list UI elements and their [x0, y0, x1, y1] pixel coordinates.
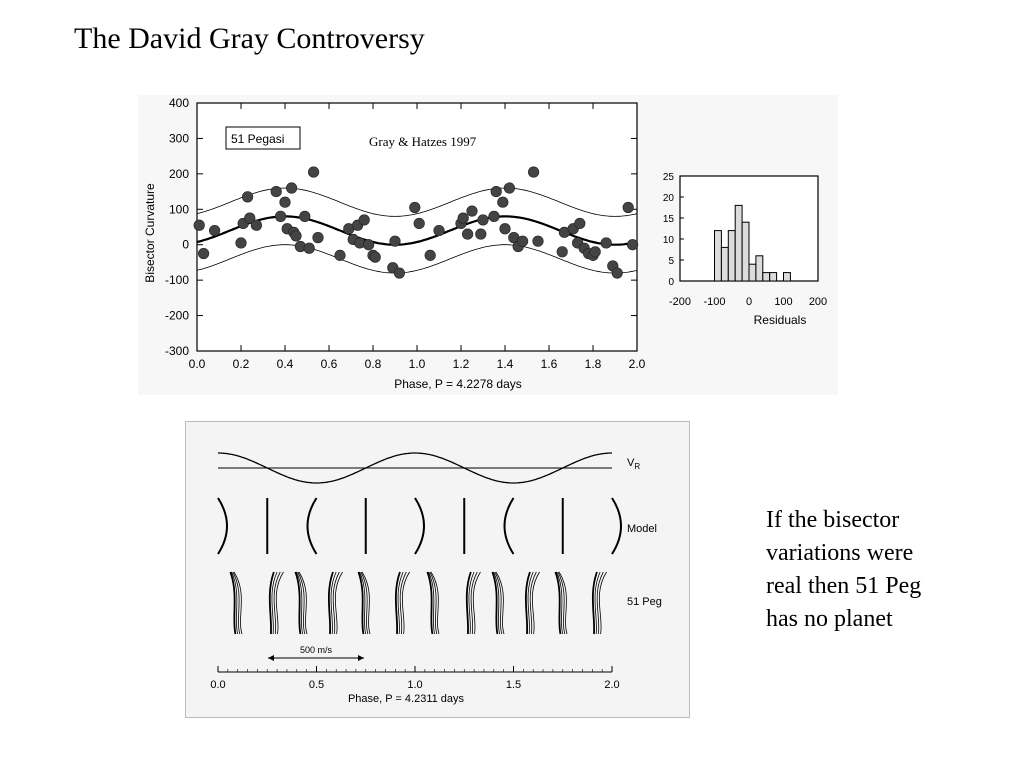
y-tick-label: 100 — [168, 202, 189, 217]
caption-line: If the bisector — [766, 507, 900, 533]
y-tick-label: 20 — [662, 193, 674, 204]
data-point — [251, 220, 262, 231]
data-point — [601, 238, 612, 249]
caption-line: real then 51 Peg — [766, 573, 922, 599]
observed-bisectors — [230, 572, 606, 634]
histogram-bar — [715, 231, 722, 281]
bisector-curvature-chart — [138, 95, 838, 395]
data-point — [498, 197, 509, 208]
data-point — [286, 183, 297, 194]
data-point — [300, 211, 311, 222]
x-tick-label: 1.2 — [452, 357, 470, 371]
data-point — [194, 220, 205, 231]
caption-line: has no planet — [766, 606, 893, 632]
data-point — [517, 236, 528, 247]
model-bisector — [415, 498, 424, 554]
histogram-bar — [784, 273, 791, 281]
x-tick-label: -200 — [668, 296, 692, 308]
line-bisector-figure — [185, 421, 690, 718]
x-tick-label: 1.8 — [584, 357, 602, 371]
y-tick-label: 10 — [662, 235, 674, 246]
line-bisector-chart — [186, 422, 689, 717]
data-point — [291, 231, 302, 242]
observed-bisector — [335, 572, 342, 634]
x-tick-label: 0 — [745, 296, 753, 308]
data-point — [458, 213, 469, 224]
data-point — [414, 218, 425, 229]
model-bisector — [505, 498, 514, 554]
histogram-x-ticks — [669, 277, 827, 308]
y-axis-label: Bisector Curvature — [143, 183, 157, 283]
data-point — [359, 215, 370, 226]
data-point — [434, 225, 445, 236]
histogram-bar — [721, 247, 728, 281]
histogram-bar — [770, 273, 777, 281]
data-point — [410, 202, 421, 213]
data-point — [612, 268, 623, 279]
model-bisectors — [218, 498, 621, 554]
histogram-bar — [735, 205, 742, 281]
x-tick-label: 0.4 — [276, 357, 294, 371]
y-tick-label: 15 — [662, 214, 674, 225]
data-point — [533, 236, 544, 247]
y-tick-label: 400 — [168, 96, 189, 110]
model-label: Model — [627, 523, 657, 535]
scale-bar-label: 500 m/s — [299, 645, 333, 655]
y-tick-label: -100 — [164, 273, 189, 288]
data-point — [275, 211, 286, 222]
y-tick-label: 5 — [668, 256, 674, 267]
y-tick-label: -200 — [164, 308, 189, 323]
histogram-bar — [742, 222, 749, 281]
x-axis-ticks — [210, 666, 619, 691]
x-tick-label: 0.5 — [308, 679, 325, 691]
data-point — [313, 232, 324, 243]
data-point — [590, 247, 601, 258]
histogram-bar — [728, 231, 735, 281]
x-tick-label: 1.4 — [496, 357, 514, 371]
data-point — [370, 252, 381, 263]
y-tick-label: 300 — [168, 131, 189, 146]
histogram-bar — [749, 264, 756, 281]
data-point — [462, 229, 473, 240]
bisector-curvature-figure — [138, 95, 838, 395]
data-point — [335, 250, 346, 261]
data-point — [236, 238, 247, 249]
model-bisector — [218, 498, 227, 554]
observed-bisector — [599, 572, 606, 634]
histogram-bar — [763, 273, 770, 281]
data-point — [627, 239, 638, 250]
data-point — [467, 206, 478, 217]
x-tick-label: 0.0 — [188, 357, 206, 371]
data-point — [528, 167, 539, 178]
data-point — [308, 167, 319, 178]
citation-annotation: Gray & Hatzes 1997 — [369, 134, 477, 149]
model-bisector — [612, 498, 621, 554]
y-tick-label: 200 — [168, 166, 189, 181]
data-point — [623, 202, 634, 213]
data-point — [394, 268, 405, 279]
radial-velocity-curve — [218, 453, 612, 483]
observed-bisector — [276, 572, 283, 634]
data-point — [209, 225, 220, 236]
x-tick-label: 2.0 — [604, 679, 620, 691]
slide-title: The David Gray Controversy — [74, 22, 425, 55]
caption — [766, 504, 1006, 636]
x-tick-label: 200 — [808, 296, 828, 308]
data-point — [478, 215, 489, 226]
data-point — [557, 247, 568, 258]
x-axis-label: Phase, P = 4.2278 days — [394, 377, 522, 391]
x-tick-label: -100 — [703, 296, 726, 308]
x-axis-label: Phase, P = 4.2311 days — [347, 693, 465, 705]
vr-label: $V_R$ — [627, 457, 641, 471]
data-point — [575, 218, 586, 229]
x-tick-label: 2.0 — [628, 357, 646, 371]
y-tick-label: 25 — [662, 172, 674, 183]
data-point — [504, 183, 515, 194]
legend-label: 51 Pegasi — [231, 132, 285, 146]
x-tick-label: 0.8 — [364, 357, 382, 371]
observed-bisector — [473, 572, 480, 634]
observed-bisector — [402, 572, 409, 634]
data-point — [242, 192, 253, 203]
y-tick-label: 0 — [182, 237, 189, 252]
y-tick-label: 0 — [668, 277, 674, 288]
star-label: 51 Peg — [627, 596, 662, 608]
model-bisector — [308, 498, 317, 554]
x-tick-label: 0.0 — [210, 679, 226, 691]
data-point — [280, 197, 291, 208]
data-point — [500, 223, 511, 234]
x-tick-label: 1.6 — [540, 357, 558, 371]
histogram-bar — [756, 256, 763, 281]
data-point — [304, 243, 315, 254]
histogram-x-label: Residuals — [753, 313, 807, 327]
x-tick-label: 100 — [774, 296, 793, 308]
data-point — [489, 211, 500, 222]
data-point — [363, 239, 374, 250]
data-point — [198, 248, 209, 259]
x-tick-label: 0.2 — [232, 357, 250, 371]
data-point — [425, 250, 436, 261]
observed-bisector — [532, 572, 539, 634]
data-point — [271, 186, 282, 197]
data-point — [491, 186, 502, 197]
data-point — [390, 236, 401, 247]
data-point — [476, 229, 487, 240]
x-tick-label: 1.0 — [408, 357, 426, 371]
x-tick-label: 0.6 — [320, 357, 338, 371]
caption-line: variations were — [766, 540, 914, 566]
x-tick-label: 1.0 — [407, 679, 423, 691]
x-tick-label: 1.5 — [505, 679, 522, 691]
y-tick-label: -300 — [164, 344, 189, 358]
